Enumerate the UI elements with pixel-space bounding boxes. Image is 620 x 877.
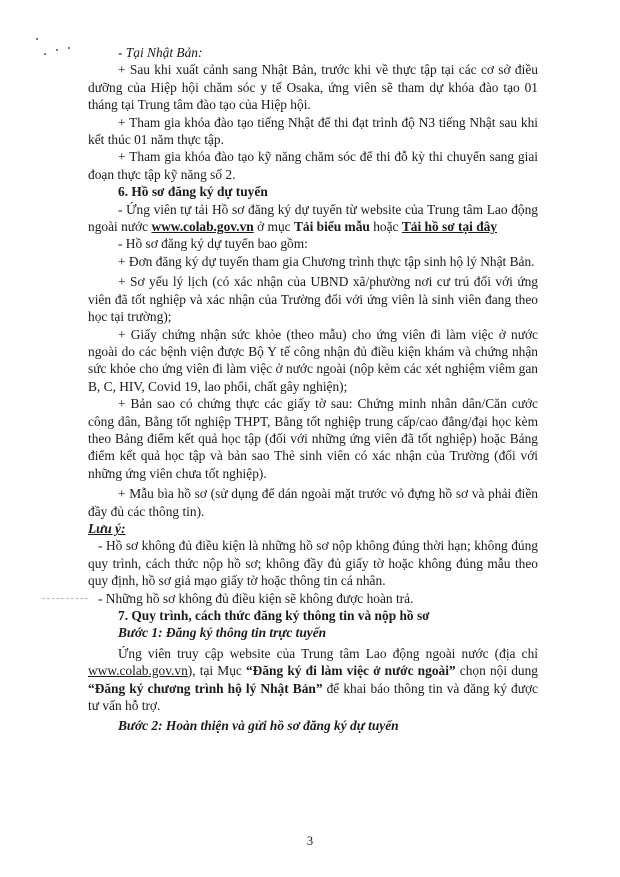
text-run: để khai báo thông tin và đăng ký được tư vấn hỗ trợ. xyxy=(88,680,538,714)
note-heading: Lưu ý: xyxy=(88,520,126,536)
section-heading: 6. Hồ sơ đăng ký dự tuyển xyxy=(118,184,268,200)
list-item: + Mẫu bìa hồ sơ (sử dụng để dán ngoài mặt trước vỏ đựng hồ sơ và phải điền đầy đủ các thông tin). xyxy=(88,486,538,519)
text-run: Ứng viên truy cập website của Trung tâm Lao động ngoài nước (địa chỉ xyxy=(118,645,538,661)
text-run: chọn nội dung xyxy=(455,663,538,679)
link-colab[interactable]: www.colab.gov.vn xyxy=(88,663,188,679)
text-run: ), tại Mục xyxy=(187,663,246,679)
page-number: 3 xyxy=(306,834,314,848)
scan-speck xyxy=(56,49,58,51)
paragraph: - Hồ sơ đăng ký dự tuyển bao gồm: xyxy=(118,236,308,252)
text-run: - Ứng viên tự tải Hồ sơ đăng ký dự tuyển từ website của Trung tâm Lao động ngoài nước xyxy=(88,201,538,235)
section-heading: 7. Quy trình, cách thức đăng ký thông tin và nộp hồ sơ xyxy=(118,608,430,623)
link-colab[interactable]: www.colab.gov.vn xyxy=(151,219,254,235)
paragraph: + Tham gia khóa đào tạo tiếng Nhật để thi đạt trình độ N3 tiếng Nhật sau khi kết thúc 01 năm thực tập. xyxy=(88,114,538,148)
content-name: “Đăng ký chương trình hộ lý Nhật Bản” xyxy=(88,680,323,696)
text-run: ở mục xyxy=(253,219,294,235)
subheading-in-japan: - Tại Nhật Bản: xyxy=(118,45,203,60)
list-item: + Giấy chứng nhận sức khỏe (theo mẫu) cho ứng viên đi làm việc ở nước ngoài do các bệnh viện được Bộ Y tế công nhận đủ điều kiện khám và chứng nhận sức khỏe cho ứng viên đi làm việc ở nước ngoài (nộp kèm các xét nghiệm viêm gan B, C, HIV, Covid 19, lao phổi, chất gây nghiện); xyxy=(88,326,538,394)
paragraph-download-forms xyxy=(88,201,538,236)
note-item: - Hồ sơ không đủ điều kiện là những hồ sơ nộp không đúng thời hạn; không đúng quy trình, cách thức nộp hồ sơ; không đầy đủ giấy tờ hoặc không đúng mẫu theo quy định, hồ sơ giả mạo giấy tờ hoặc thông tin cá nhân. xyxy=(88,538,538,589)
document-body xyxy=(88,44,538,735)
list-item: + Sơ yếu lý lịch (có xác nhận của UBND xã/phường nơi cư trú đối với ứng viên đã tốt nghiệp và xác nhận của Trường đối với ứng viên là sinh viên đang theo học tại trường); xyxy=(88,274,538,325)
scan-speck xyxy=(68,47,70,49)
scan-artifact-line xyxy=(42,598,88,599)
forms-section-name: Tải biểu mẫu xyxy=(293,219,370,235)
paragraph-register-online xyxy=(88,645,538,715)
step-heading: Bước 2: Hoàn thiện và gửi hồ sơ đăng ký dự tuyển xyxy=(118,718,399,734)
menu-name: “Đăng ký đi làm việc ở nước ngoài” xyxy=(245,663,456,679)
step-heading: Bước 1: Đăng ký thông tin trực tuyến xyxy=(118,625,327,641)
text-run: hoặc xyxy=(369,219,402,235)
link-download-here[interactable]: Tải hồ sơ tại đây xyxy=(401,219,498,235)
paragraph: + Sau khi xuất cảnh sang Nhật Bản, trước khi về thực tập tại các cơ sở điều dưỡng của Hiệp hội chăm sóc y tế Osaka, ứng viên sẽ tham dự khóa đào tạo 01 tháng tại Trung tâm đào tạo của Hiệp hội. xyxy=(88,62,538,113)
note-item: - Những hồ sơ không đủ điều kiện sẽ không được hoàn trả. xyxy=(98,590,414,606)
scan-speck xyxy=(36,38,38,40)
list-item: + Đơn đăng ký dự tuyển tham gia Chương trình thực tập sinh hộ lý Nhật Bản. xyxy=(118,253,535,269)
scan-speck xyxy=(44,53,46,55)
list-item: + Bản sao có chứng thực các giấy tờ sau: Chứng minh nhân dân/Căn cước công dân, Bằng tốt nghiệp THPT, Bằng tốt nghiệp trung cấp/cao đẳng/đại học kèm theo Bảng điểm kết quả học tập (đối với những ứng viên đã tốt nghiệp) hoặc Bảng điểm kết quả học tập và bản sao Thẻ sinh viên có xác nhận của Trường (đối với những ứng viên chưa tốt nghiệp). xyxy=(88,396,538,481)
paragraph: + Tham gia khóa đào tạo kỹ năng chăm sóc để thi đỗ kỳ thi chuyển sang giai đoạn thực tập kỹ năng số 2. xyxy=(88,149,538,182)
